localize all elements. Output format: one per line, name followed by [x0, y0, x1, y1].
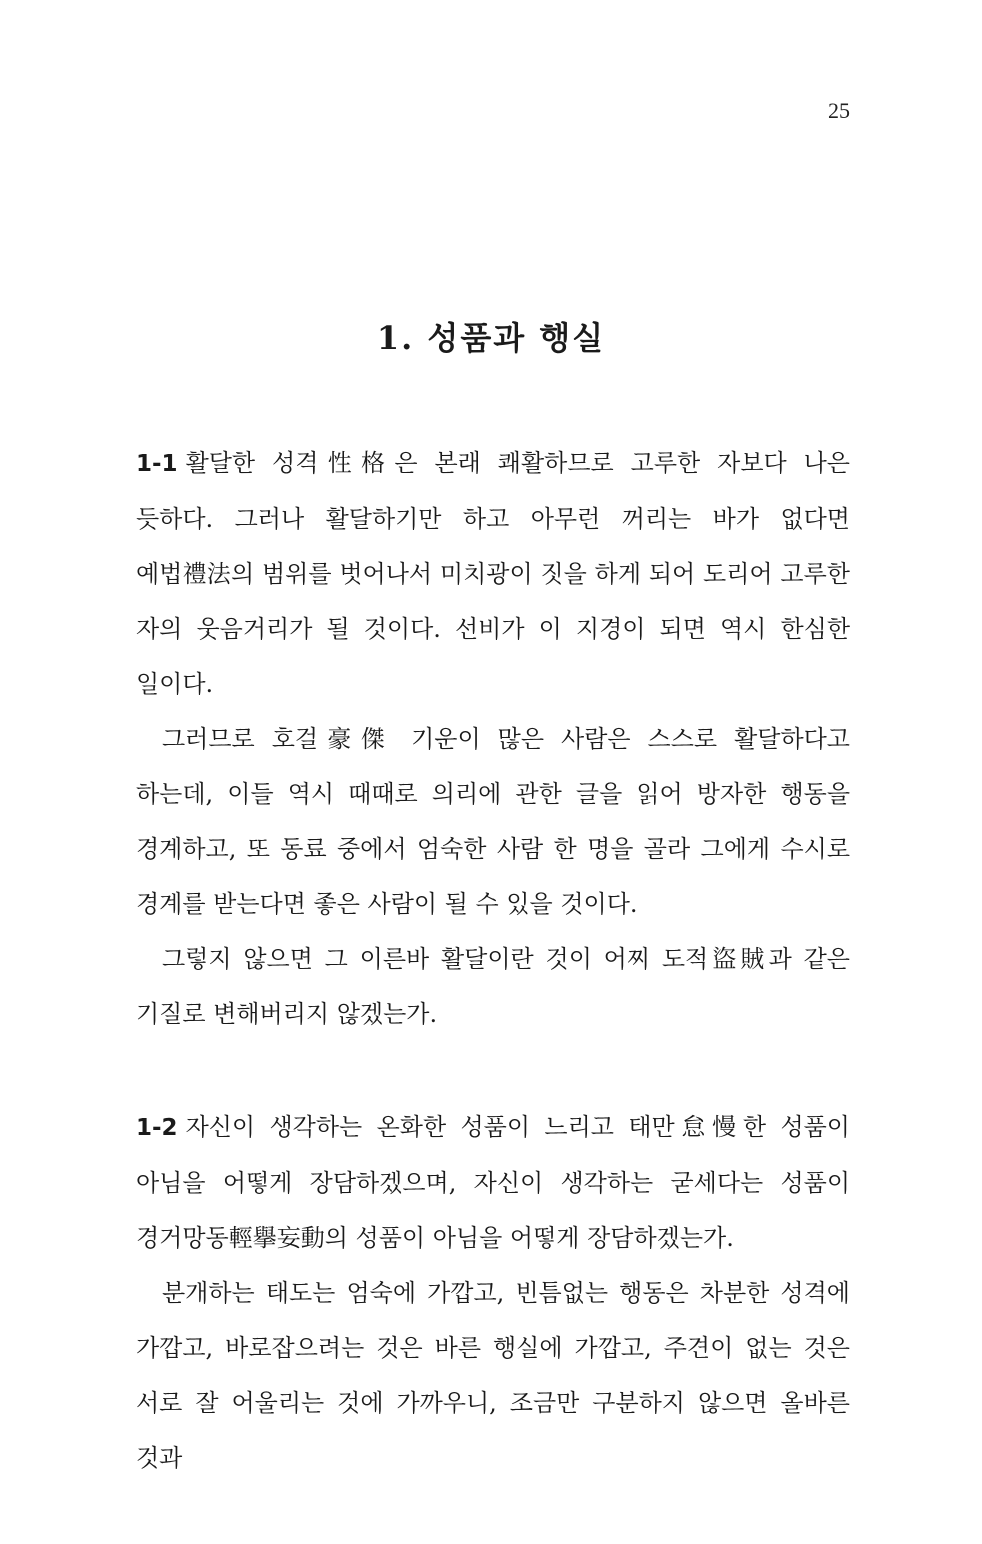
page-number: 25 [828, 98, 850, 123]
paragraph: 그러므로 호걸豪傑 기운이 많은 사람은 스스로 활달하다고 하는데, 이들 역시 때때로 의리에 관한 글을 읽어 방자한 행동을 경계하고, 또 동료 중에서 엄숙한 사람 한 명을 골라 그에게 수시로 경계를 받는다면 좋은 사람이 될 수 있을 것이다. [136, 725, 850, 918]
section-1-1 [136, 436, 850, 1042]
paragraph: 분개하는 태도는 엄숙에 가깝고, 빈틈없는 행동은 차분한 성격에 가깝고, 바로잡으려는 것은 바른 행실에 가깝고, 주견이 없는 것은 서로 잘 어울리는 것에 가까우니, 조금만 구분하지 않으면 올바른 것과 [136, 1279, 850, 1472]
paragraph: 그렇지 않으면 그 이른바 활달이란 것이 어찌 도적盜賊과 같은 기질로 변해버리지 않겠는가. [136, 945, 850, 1028]
paragraph-text: 자신이 생각하는 온화한 성품이 느리고 태만怠慢한 성품이 아님을 어떻게 장담하겠으며, 자신이 생각하는 굳세다는 성품이 경거망동輕擧妄動의 성품이 아님을 어떻게 장담하겠는가. [136, 1113, 850, 1252]
body-text [136, 436, 850, 1544]
paragraph-text: 활달한 성격性格은 본래 쾌활하므로 고루한 자보다 나은 듯하다. 그러나 활달하기만 하고 아무런 꺼리는 바가 없다면 예법禮法의 범위를 벗어나서 미치광이 짓을 하게 되어 도리어 고루한 자의 웃음거리가 될 것이다. 선비가 이 지경이 되면 역시 한심한 일이다. [136, 449, 850, 698]
section-number: 1-2 [136, 1115, 178, 1141]
paragraph [136, 1100, 850, 1266]
paragraph [136, 436, 850, 712]
section-number: 1-1 [136, 451, 178, 477]
section-1-2 [136, 1100, 850, 1486]
chapter-title: 1. 성품과 행실 [376, 319, 606, 358]
